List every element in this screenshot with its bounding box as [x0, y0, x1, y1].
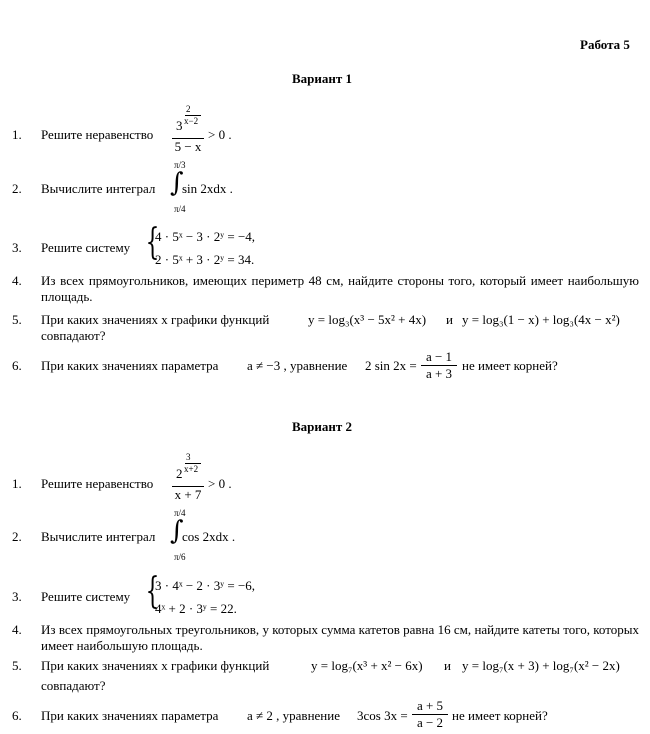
problem-number: 3. [12, 240, 22, 255]
integral-sign: ∫ [170, 168, 184, 198]
exp-denominator: x+2 [184, 464, 199, 474]
problem-tail: не имеет корней? [452, 708, 548, 723]
system-brace: { [145, 222, 160, 263]
problem-text: Решите неравенство [41, 476, 154, 491]
denominator: a + 3 [425, 366, 453, 381]
problem-text: При каких значениях x графики функций [41, 312, 270, 327]
integrand: sin 2xdx . [182, 181, 233, 196]
problem-number: 4. [12, 622, 22, 637]
fraction [412, 698, 448, 731]
inequality-tail: > 0 . [208, 127, 232, 142]
problem-number: 5. [12, 658, 22, 673]
denominator: a − 2 [416, 715, 444, 730]
system-eq2: 2 · 5ˣ + 3 · 2ʸ = 34. [155, 252, 255, 267]
variant-1-title: Вариант 1 [292, 71, 353, 86]
problem-number: 3. [12, 589, 22, 604]
problem-number: 2. [12, 529, 22, 544]
system-brace: { [145, 571, 160, 612]
upper-limit: π/3 [174, 160, 186, 170]
numerator: a + 5 [416, 698, 444, 713]
upper-limit: π/4 [174, 508, 186, 518]
problem-text: При каких значениях параметра [41, 708, 219, 723]
exp-numerator: 3 [186, 452, 191, 462]
exp-base: 2 [176, 466, 183, 481]
problem-text: Вычислите интеграл [41, 181, 156, 196]
problem-number: 4. [12, 273, 22, 288]
problem-number: 6. [12, 358, 22, 373]
conjunction: и [444, 658, 451, 673]
problem-number: 6. [12, 708, 22, 723]
integral-sign: ∫ [170, 516, 184, 546]
problem-text: Из всех прямоугольников, имеющих периметр 48 см, найдите стороны того, который имеет наибольшую площадь. [41, 273, 639, 304]
equation-lhs: 2 sin 2x = [365, 358, 417, 373]
work-title: Работа 5 [580, 37, 630, 52]
function-2: y = log₃(1 − x) + log₃(4x − x²) [462, 312, 620, 327]
denominator: x + 7 [174, 487, 202, 502]
problem-text: Вычислите интеграл [41, 529, 156, 544]
parameter-condition: a ≠ 2 , уравнение [247, 708, 340, 723]
conjunction: и [446, 312, 453, 327]
lower-limit: π/4 [174, 204, 186, 214]
problem-text: Решите систему [41, 589, 131, 604]
problem-number: 1. [12, 127, 22, 142]
denominator: 5 − x [174, 139, 202, 154]
function-2: y = log₇(x + 3) + log₇(x² − 2x) [462, 658, 620, 673]
integrand: cos 2xdx . [182, 529, 236, 544]
fraction [172, 452, 204, 503]
problem-continuation: совпадают? [41, 678, 106, 693]
fraction [172, 104, 204, 155]
function-1: y = log₇(x³ + x² − 6x) [311, 658, 423, 673]
problem-number: 5. [12, 312, 22, 327]
variant-2-title: Вариант 2 [292, 419, 353, 434]
equation-lhs: 3cos 3x = [357, 708, 408, 723]
problem-text: Решите систему [41, 240, 131, 255]
system-eq2: 4ˣ + 2 · 3ʸ = 22. [155, 601, 237, 616]
problem-text: При каких значениях параметра [41, 358, 219, 373]
parameter-condition: a ≠ −3 , уравнение [247, 358, 348, 373]
problem-continuation: совпадают? [41, 328, 106, 343]
lower-limit: π/6 [174, 552, 186, 562]
system-eq1: 4 · 5ˣ − 3 · 2ʸ = −4, [155, 229, 256, 244]
function-1: y = log₃(x³ − 5x² + 4x) [308, 312, 427, 327]
problem-tail: не имеет корней? [462, 358, 558, 373]
problem-number: 2. [12, 181, 22, 196]
problem-text: При каких значениях x графики функций [41, 658, 270, 673]
problem-number: 1. [12, 476, 22, 491]
system-eq1: 3 · 4ˣ − 2 · 3ʸ = −6, [155, 578, 256, 593]
inequality-tail: > 0 . [208, 476, 232, 491]
numerator: a − 1 [425, 349, 453, 364]
exp-denominator: x−2 [184, 116, 199, 126]
problem-text: Решите неравенство [41, 127, 154, 142]
exp-numerator: 2 [186, 104, 191, 114]
problem-text: Из всех прямоугольных треугольников, у которых сумма катетов равна 16 см, найдите катеты того, которых имеет наибольшую площадь. [41, 622, 639, 653]
exp-base: 3 [176, 118, 183, 133]
fraction [421, 349, 457, 382]
